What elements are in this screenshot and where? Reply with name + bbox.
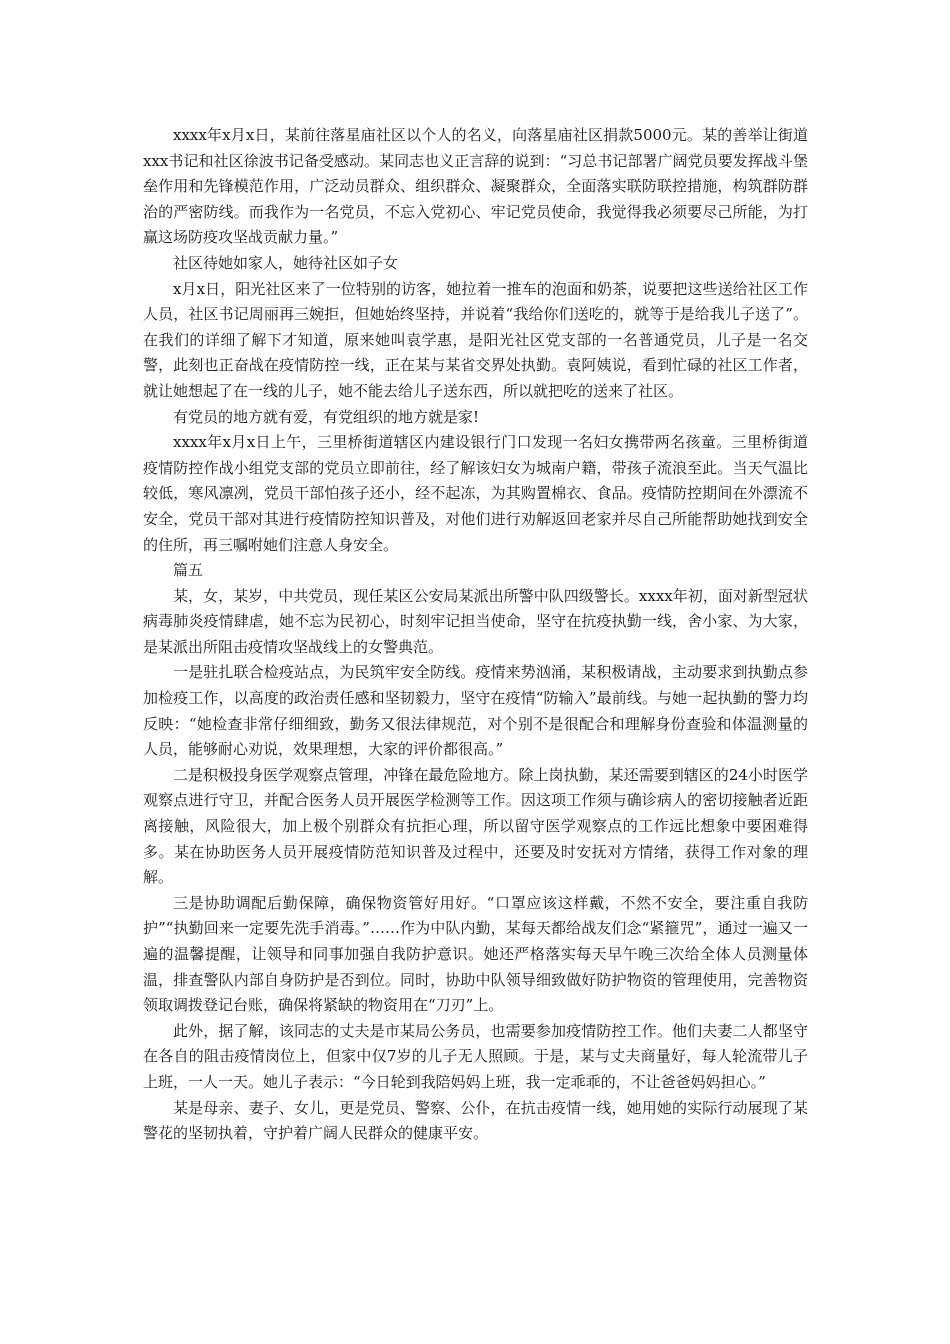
paragraph-conclusion: 某是母亲、妻子、女儿，更是党员、警察、公仆，在抗击疫情一线，她用她的实际行动展现了某警花的坚韧执着，守护着广阔人民群众的健康平安。 [143,1098,808,1143]
paragraph-heading-community: 社区待她如家人，她待社区如子女 [173,253,399,272]
paragraph-officer-intro: 某，女，某岁，中共党员，现任某区公安局某派出所警中队四级警长。xxxx年初，面对新型冠状病毒肺炎疫情肆虐，她不忘为民初心，时刻牢记担当使命，坚守在抗疫执勤一线，舍小家、为大家，是某派出所阻击疫情攻坚战线上的女警典范。 [143,586,808,656]
paragraph-heading-party-home: 有党员的地方就有爱，有党组织的地方就是家! [173,407,480,426]
document-body [143,123,808,1147]
paragraph-sanliqiao: xxxx年x月x日上午，三里桥街道辖区内建设银行门口发现一名妇女携带两名孩童。三里桥街道疫情防控作战小组党支部的党员立即前往，经了解该妇女为城南户籍，带孩子流浪至此。当天气温比较低，寒风凛冽，党员干部怕孩子还小，经不起冻，为其购置棉衣、食品。疫情防控期间在外漂流不安全，党员干部对其进行疫情防控知识普及，对他们进行劝解返回老家并尽自己所能帮助她找到安全的住所，再三嘱咐她们注意人身安全。 [143,433,808,554]
paragraph-donation: xxxx年x月x日，某前往落星庙社区以个人的名义，向落星庙社区捐款5000元。某的善举让街道xxx书记和社区徐波书记备受感动。某同志也义正言辞的说到：“习总书记部署广阔党员要发挥战斗堡垒作用和先锋模范作用，广泛动员群众、组织群众、凝聚群众，全面落实联防联控措施，构筑群防群治的严密防线。而我作为一名党员，不忘入党初心、牢记党员使命，我觉得我必须要尽己所能，为打赢这场防疫攻坚战贡献力量。” [143,126,808,247]
paragraph-point-one: 一是驻扎联合检疫站点，为民筑牢安全防线。疫情来势汹涌，某积极请战，主动要求到执勤点参加检疫工作，以高度的政治责任感和坚韧毅力，坚守在疫情“防输入”最前线。与她一起执勤的警力均反映：“她检查非常仔细细致，勤务又很法律规范，对个别不是很配合和理解身份查验和体温测量的人员，能够耐心劝说，效果理想，大家的评价都很高。” [143,663,808,759]
paragraph-point-two: 二是积极投身医学观察点管理，冲锋在最危险地方。除上岗执勤，某还需要到辖区的24小时医学观察点进行守卫，并配合医务人员开展医学检测等工作。因这项工作须与确诊病人的密切接触者近距离接触，风险很大，加上极个别群众有抗拒心理，所以留守医学观察点的工作远比想象中要困难得多。某在协助医务人员开展疫情防范知识普及过程中，还要及时安抚对方情绪，获得工作对象的理解。 [143,765,808,887]
paragraph-section-five: 篇五 [173,561,204,580]
paragraph-point-three: 三是协助调配后勤保障，确保物资管好用好。“口罩应该这样戴，不然不安全，要注重自我防护”“执勤回来一定要先洗手消毒。”……作为中队内勤，某每天都给战友们念“紧箍咒”，通过一遍又一遍的温馨提醒，让领导和同事加强自我防护意识。她还严格落实每天早午晚三次给全体人员测量体温，排查警队内部自身防护是否到位。同时，协助中队领导细致做好防护物资的管理使用，完善物资领取调拨登记台账，确保将紧缺的物资用在“刀刃”上。 [143,893,808,1015]
paragraph-visitor: x月x日，阳光社区来了一位特别的访客，她拉着一推车的泡面和奶茶，说要把这些送给社区工作人员，社区书记周丽再三婉拒，但她始终坚持，并说着“我给你们送吃的，就等于是给我儿子送了”。在我们的详细了解下才知道，原来她叫袁学惠，是阳光社区党支部的一名普通党员，儿子是一名交警，此刻也正奋战在疫情防控一线，正在某与某省交界处执勤。袁阿姨说，看到忙碌的社区工作者，就让她想起了在一线的儿子，她不能去给儿子送东西，所以就把吃的送来了社区。 [143,279,808,400]
paragraph-family: 此外，据了解，该同志的丈夫是市某局公务员，也需要参加疫情防控工作。他们夫妻二人都坚守在各自的阻击疫情岗位上，但家中仅7岁的儿子无人照顾。于是，某与丈夫商量好，每人轮流带儿子上班，一人一天。她儿子表示：“今日轮到我陪妈妈上班，我一定乖乖的，不让爸爸妈妈担心。” [143,1021,808,1091]
